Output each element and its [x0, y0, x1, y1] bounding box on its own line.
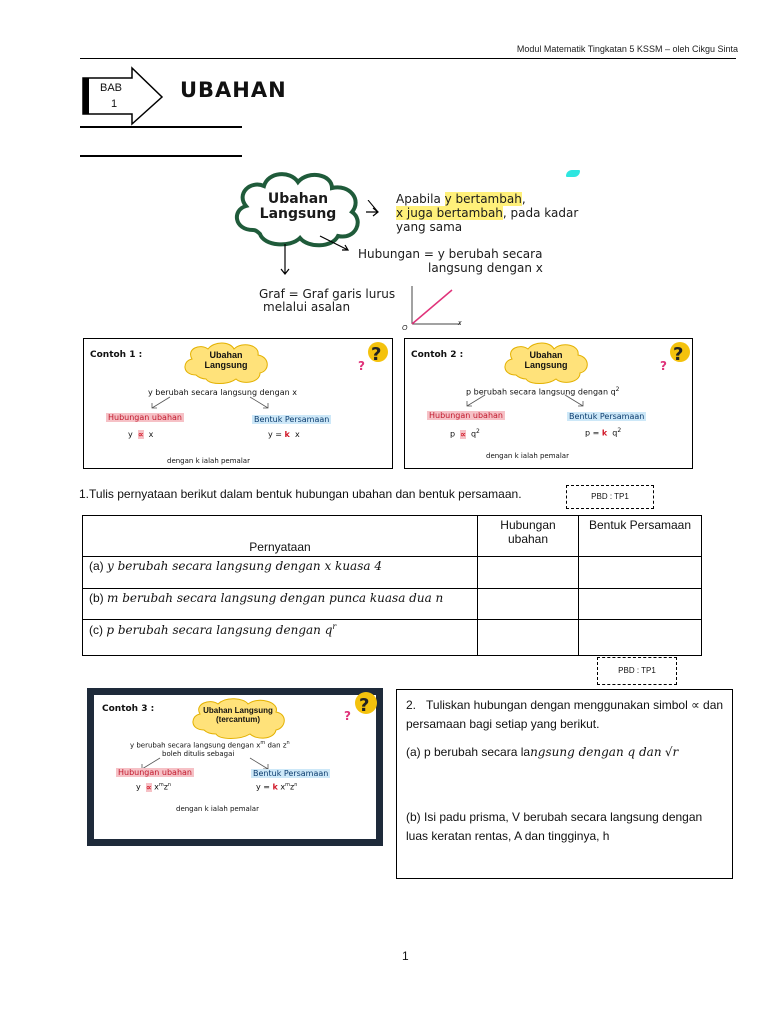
highlight-x-bertambah: x juga bertambah: [396, 206, 503, 220]
question2-intro: 2. Tuliskan hubungan dengan menggunakan simbol ∝ dan persamaan bagi setiap yang berikut.: [406, 698, 724, 731]
concept-arrows: [270, 200, 390, 280]
table-row: [83, 557, 702, 589]
example2-persamaan: p = k $q^2$: [585, 427, 622, 438]
question-mark-icon: [352, 340, 392, 372]
example1-statement: y berubah secara langsung dengan x: [148, 388, 297, 397]
example1-hubungan: y ∝ x: [128, 430, 154, 439]
svg-text:?: ?: [673, 344, 684, 365]
cloud-title-line2: Langsung: [259, 206, 337, 222]
bab-label: BAB: [100, 82, 123, 94]
cyan-mark: [566, 170, 580, 177]
row-a-statement: (a) y berubah secara langsung dengan x kuasa 4: [83, 557, 478, 589]
row-b-persamaan-cell[interactable]: [579, 589, 702, 620]
example3-persamaan: y = k $x^mz^n$: [256, 782, 298, 792]
pbd-box-1: PBD : TP1: [566, 485, 654, 509]
example2-cloud-text: Ubahan Langsung: [524, 350, 568, 370]
row-c-hubungan-cell[interactable]: [478, 620, 579, 656]
table-header-pernyataan: Pernyataan: [83, 516, 478, 557]
example3-footer: dengan k ialah pemalar: [176, 805, 259, 813]
highlight-y-bertambah: y bertambah: [444, 192, 522, 206]
example1-hubungan-label: Hubungan ubahan: [108, 413, 182, 422]
question2-part-a: (a) p berubah secara langsung dengan q dan √r: [406, 745, 679, 759]
axis-x-label: x: [458, 320, 462, 327]
svg-text:?: ?: [344, 709, 351, 723]
graph-line1: Graf = Graf garis lurus: [259, 287, 396, 301]
pbd-box-2: PBD : TP1: [597, 657, 677, 685]
question1-table: [82, 515, 702, 656]
example2-persamaan-label: Bentuk Persamaan: [569, 412, 645, 421]
graph-icon: [404, 282, 464, 332]
question1-text: 1.Tulis pernyataan berikut dalam bentuk hubungan ubahan dan bentuk persamaan.: [79, 487, 522, 501]
module-header: Modul Matematik Tingkatan 5 KSSM – oleh Cikgu Sinta: [516, 44, 738, 54]
relation-line2: langsung dengan x: [428, 261, 543, 275]
question-mark-icon-2: [654, 340, 694, 372]
svg-text:?: ?: [358, 359, 365, 372]
row-b-hubungan-cell[interactable]: [478, 589, 579, 620]
page-number: 1: [402, 949, 409, 963]
graph-line2: melalui asalan: [263, 300, 351, 314]
axis-origin: O: [402, 325, 408, 332]
cloud-title-line1: Ubahan: [267, 191, 329, 207]
example1-label: Contoh 1 :: [90, 350, 143, 360]
example3-label: Contoh 3 :: [102, 704, 155, 714]
chapter-title: UBAHAN: [180, 78, 287, 102]
header-rule: [80, 58, 736, 59]
example2-arrows: [455, 392, 605, 410]
bab-number: 1: [111, 98, 118, 110]
example3-hubungan-label: Hubungan ubahan: [118, 768, 192, 777]
example2-label: Contoh 2 :: [411, 350, 464, 360]
example3-cloud-text: Ubahan Langsung (tercantum): [203, 706, 273, 724]
svg-text:?: ?: [371, 344, 382, 365]
table-row: [83, 620, 702, 656]
example3-statement: y berubah secara langsung dengan $x^m$ dan $z^n$: [130, 740, 290, 750]
example1-persamaan-label: Bentuk Persamaan: [254, 415, 330, 424]
row-b-statement: (b) m berubah secara langsung dengan punca kuasa dua n: [83, 589, 478, 620]
example1-footer: dengan k ialah pemalar: [167, 457, 250, 465]
example2-hubungan-label: Hubungan ubahan: [429, 411, 503, 420]
divider-line-1: [80, 126, 242, 128]
row-c-persamaan-cell[interactable]: [579, 620, 702, 656]
question2-part-b: (b) Isi padu prisma, V berubah secara langsung dengan luas keratan rentas, A dan tingginya, h: [406, 810, 703, 843]
row-c-statement: (c) p berubah secara langsung dengan $q^r$: [83, 620, 478, 656]
example2-hubungan: $p \propto q^2$: [450, 428, 480, 439]
example3-persamaan-label: Bentuk Persamaan: [253, 769, 329, 778]
definition-text: Apabila y bertambah, x juga bertambah, pada kadar yang sama: [396, 192, 579, 234]
relation-line1: Hubungan = y berubah secara: [358, 247, 543, 261]
question-mark-icon-3: [338, 690, 382, 724]
svg-text:?: ?: [359, 695, 370, 716]
example3-statement2: boleh ditulis sebagai: [162, 750, 235, 758]
divider-line-2: [80, 155, 242, 157]
example1-persamaan: y = k x: [268, 430, 300, 439]
example1-arrows: [140, 394, 290, 412]
row-a-hubungan-cell[interactable]: [478, 557, 579, 589]
row-a-persamaan-cell[interactable]: [579, 557, 702, 589]
svg-text:?: ?: [660, 359, 667, 372]
example3-hubungan: $y \propto x^mz^n$: [136, 782, 172, 792]
example2-statement: p berubah secara langsung dengan $q^2$: [466, 386, 620, 397]
bab-arrow-shape: [80, 66, 166, 126]
table-header-persamaan: Bentuk Persamaan: [579, 516, 702, 557]
table-row: [83, 589, 702, 620]
example2-footer: dengan k ialah pemalar: [486, 452, 569, 460]
example1-cloud-text: Ubahan Langsung: [204, 350, 248, 370]
table-header-hubungan: Hubungan ubahan: [478, 516, 579, 557]
